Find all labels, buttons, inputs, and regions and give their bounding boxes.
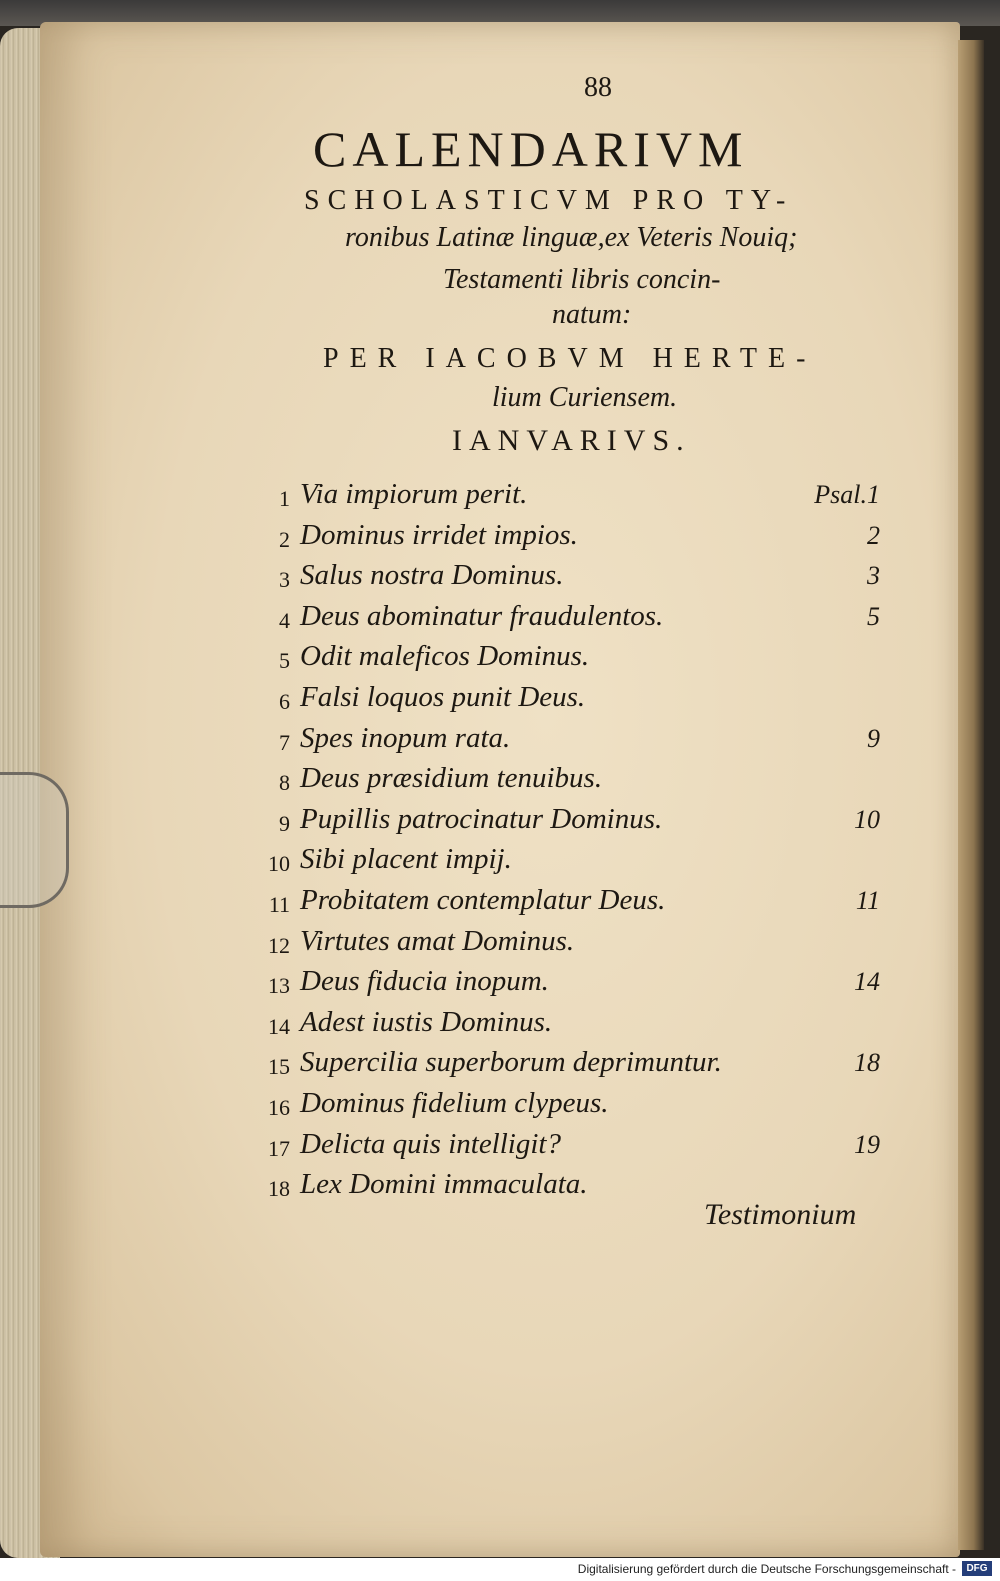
entry-day-number: 14 bbox=[268, 1013, 290, 1039]
entry-day-number: 2 bbox=[279, 526, 290, 552]
dfg-logo: DFG bbox=[962, 1561, 992, 1576]
subtitle-line-3: Testamenti libris concin- bbox=[443, 264, 721, 295]
month-heading: IANVARIVS. bbox=[452, 424, 691, 457]
entry-text: Lex Domini immaculata. bbox=[300, 1168, 588, 1201]
entry-day-number: 15 bbox=[268, 1054, 290, 1080]
entry-day-number: 3 bbox=[279, 567, 290, 593]
entry-text: Dominus irridet impios. bbox=[300, 518, 578, 551]
entry-text: Falsi loquos punit Deus. bbox=[300, 680, 586, 713]
entry-text: Via impiorum perit. bbox=[300, 478, 528, 510]
entry-text: Probitatem contemplatur Deus. bbox=[300, 883, 666, 916]
entry-psalm-reference: 14 bbox=[854, 967, 880, 997]
entry-text: Supercilia superborum deprimuntur. bbox=[300, 1046, 722, 1079]
catchword: Testimonium bbox=[704, 1198, 857, 1231]
calendar-entry bbox=[240, 762, 890, 803]
calendar-entry bbox=[240, 600, 890, 641]
entry-psalm-reference: 2 bbox=[867, 520, 880, 550]
entry-psalm-reference: 10 bbox=[854, 804, 880, 834]
calendar-entry bbox=[240, 1006, 890, 1047]
calendar-entry bbox=[240, 965, 890, 1006]
entry-text: Deus fiducia inopum. bbox=[300, 965, 549, 998]
calendar-entry bbox=[240, 559, 890, 600]
entry-text: Deus abominatur fraudulentos. bbox=[300, 599, 664, 632]
calendar-entry bbox=[240, 722, 890, 763]
entry-text: Odit maleficos Dominus. bbox=[300, 640, 590, 673]
digitization-credit: Digitalisierung gefördert durch die Deutsche Forschungsgemeinschaft - bbox=[577, 1562, 956, 1576]
entry-day-number: 13 bbox=[268, 973, 290, 999]
author-line-2: lium Curiensem. bbox=[492, 382, 678, 413]
entry-day-number: 17 bbox=[268, 1135, 290, 1161]
entry-text: Pupillis patrocinatur Dominus. bbox=[300, 802, 663, 835]
entry-psalm-reference: 19 bbox=[854, 1129, 880, 1159]
entry-day-number: 10 bbox=[268, 851, 290, 877]
entry-day-number: 16 bbox=[268, 1094, 290, 1120]
entry-day-number: 1 bbox=[279, 486, 290, 511]
calendar-entry bbox=[240, 884, 890, 925]
entry-text: Virtutes amat Dominus. bbox=[300, 924, 575, 957]
entry-psalm-reference: Psal.1 bbox=[814, 480, 880, 509]
entry-psalm-reference: 11 bbox=[855, 885, 880, 915]
entry-psalm-reference: 9 bbox=[867, 723, 880, 753]
entry-day-number: 7 bbox=[279, 729, 290, 755]
entry-psalm-reference: 5 bbox=[867, 601, 880, 631]
page-title: CALENDARIVM bbox=[313, 121, 749, 177]
entry-psalm-reference: 18 bbox=[854, 1048, 880, 1078]
book-clasp bbox=[0, 772, 69, 908]
author-caps-line: PER IACOBVM HERTE- bbox=[323, 343, 817, 374]
calendar-entry bbox=[240, 519, 890, 560]
entry-text: Dominus fidelium clypeus. bbox=[300, 1086, 609, 1119]
calendar-entry bbox=[240, 843, 890, 884]
subtitle-caps-line: SCHOLASTICVM PRO TY- bbox=[304, 185, 794, 216]
entry-day-number: 5 bbox=[279, 648, 290, 674]
entry-text: Salus nostra Dominus. bbox=[300, 559, 564, 592]
calendar-entry bbox=[240, 1087, 890, 1128]
entry-day-number: 11 bbox=[268, 891, 290, 917]
calendar-entry bbox=[240, 1128, 890, 1169]
entry-day-number: 8 bbox=[279, 770, 290, 796]
calendar-entry bbox=[240, 478, 890, 519]
subtitle-line-4: natum: bbox=[552, 299, 632, 330]
entry-day-number: 18 bbox=[268, 1176, 290, 1202]
entry-psalm-reference: 3 bbox=[867, 561, 880, 591]
calendar-entries bbox=[240, 478, 890, 1209]
entry-day-number: 12 bbox=[268, 932, 290, 958]
entry-text: Adest iustis Dominus. bbox=[300, 1005, 553, 1038]
page-number: 88 bbox=[584, 72, 612, 103]
entry-day-number: 9 bbox=[279, 810, 290, 836]
calendar-entry bbox=[240, 1046, 890, 1087]
entry-text: Delicta quis intelligit? bbox=[300, 1127, 561, 1160]
entry-text: Deus præsidium tenuibus. bbox=[300, 762, 603, 795]
calendar-entry bbox=[240, 640, 890, 681]
calendar-entry bbox=[240, 925, 890, 966]
entry-day-number: 4 bbox=[279, 607, 290, 633]
entry-text: Spes inopum rata. bbox=[300, 721, 511, 754]
entry-text: Sibi placent impij. bbox=[300, 843, 512, 876]
calendar-entry bbox=[240, 681, 890, 722]
entry-day-number: 6 bbox=[279, 688, 290, 714]
calendar-entry bbox=[240, 803, 890, 844]
subtitle-line-2: ronibus Latinæ linguæ,ex Veteris Nouiq; bbox=[345, 222, 798, 253]
right-page-edges bbox=[958, 40, 984, 1550]
